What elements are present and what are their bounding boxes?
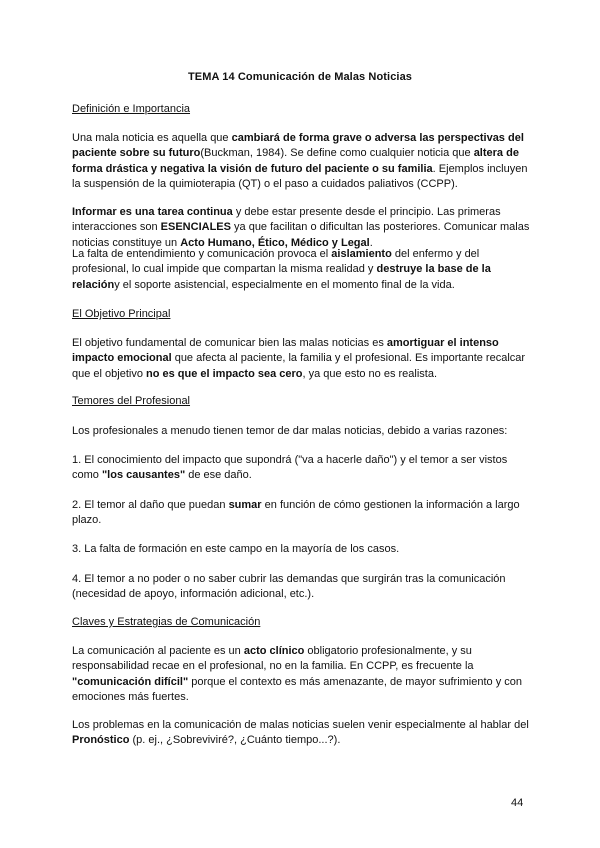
bold-text-run: ESENCIALES [160,221,231,234]
text-run: y debe estar presente desde el principio. Las primeras interacciones son [72,206,501,234]
text-run: Los problemas en la comunicación de malas noticias suelen venir especialmente al hablar del [72,719,529,731]
text-run: de ese daño. [185,469,252,482]
paragraph-claves-2 [72,718,530,749]
text-run: 4. El temor a no poder o no saber cubrir las demandas que surgirán tras la comunicación (necesidad de apoyo, información adicional, etc.). [72,573,506,601]
document-title: TEMA 14 Comunicación de Malas Noticias [187,71,413,83]
paragraph-definicion-2 [72,205,530,251]
text-run: porque el contexto es más amenazante, de mayor sufrimiento y con emociones más fuertes. [72,675,523,704]
list-item-temor-2 [72,498,530,529]
paragraph-temores-intro [72,424,530,439]
bold-text-run: Pronóstico [72,734,130,747]
bold-text-run: aislamiento [331,248,392,260]
bold-text-run: Informar es una tarea continua [72,206,233,218]
bold-text-run: cambiará de forma grave o adversa las perspectivas del paciente sobre su futuro [72,132,524,160]
paragraph-definicion-3 [72,247,530,293]
text-run: . Ejemplos incluyen la suspensión de la quimioterapia (QT) o el paso a cuidados paliativos (CCPP). [72,162,528,191]
text-run: Una mala noticia es aquella que [72,132,232,144]
text-run: La falta de entendimiento y comunicación provoca el [72,248,332,260]
text-run: . [369,236,373,249]
text-run: 3. La falta de formación en este campo en la mayoría de los casos. [72,543,400,555]
section-heading-claves: Claves y Estrategias de Comunicación [72,616,261,628]
section-heading-temores: Temores del Profesional [72,395,191,407]
text-run: que afecta al paciente, la familia y el profesional. Es importante recalcar que el objetivo [72,352,526,380]
section-heading-objetivo: El Objetivo Principal [72,308,171,320]
bold-text-run: altera de forma drástica y negativa la visión de futuro del paciente o su familia [72,147,519,175]
text-run: del enfermo y del profesional, lo cual impide que compartan la misma realidad y [72,248,480,276]
paragraph-claves-1 [72,644,530,706]
text-run: ya que facilitan o dificultan las posteriores. Comunicar malas noticias constituye un [72,221,530,249]
list-item-temor-1 [72,453,530,484]
text-run: (p. ej., ¿Sobreviviré?, ¿Cuánto tiempo...?). [129,734,341,747]
bold-text-run: acto clínico [243,645,305,657]
text-run: (Buckman, 1984). Se define como cualquier noticia que [200,147,474,160]
bold-text-run: "comunicación difícil" [72,675,189,688]
paragraph-definicion-1 [72,131,530,193]
list-item-temor-4 [72,572,530,603]
bold-text-run: no es que el impacto sea cero [146,367,303,380]
bold-text-run: destruye la base de la relación [72,263,491,291]
paragraph-objetivo-1 [72,336,530,382]
text-run: obligatorio profesionalmente, y su responsabilidad recae en el profesional, no en la familia. En CCPP, es frecuente la [72,645,474,673]
bold-text-run: sumar [228,499,262,511]
text-run: y el soporte asistencial, especialmente en el momento final de la vida. [114,278,455,291]
list-item-temor-3 [72,542,530,557]
section-heading-definicion: Definición e Importancia [72,103,191,115]
text-run: 1. El conocimiento del impacto que supondrá ("va a hacerle daño") y el temor a ser vistos como [72,454,508,482]
bold-text-run: "los causantes" [101,469,186,482]
page-number: 44 [511,797,524,809]
text-run: 2. El temor al daño que puedan [72,499,229,511]
text-run: , ya que esto no es realista. [302,367,438,380]
bold-text-run: amortiguar el intenso impacto emocional [72,337,499,365]
text-run: La comunicación al paciente es un [72,645,244,657]
text-run: Los profesionales a menudo tienen temor de dar malas noticias, debido a varias razones: [72,425,508,437]
text-run: en función de cómo gestionen la información a largo plazo. [72,499,520,527]
text-run: El objetivo fundamental de comunicar bien las malas noticias es [72,337,387,349]
bold-text-run: Acto Humano, Ético, Médico y Legal [180,236,370,249]
